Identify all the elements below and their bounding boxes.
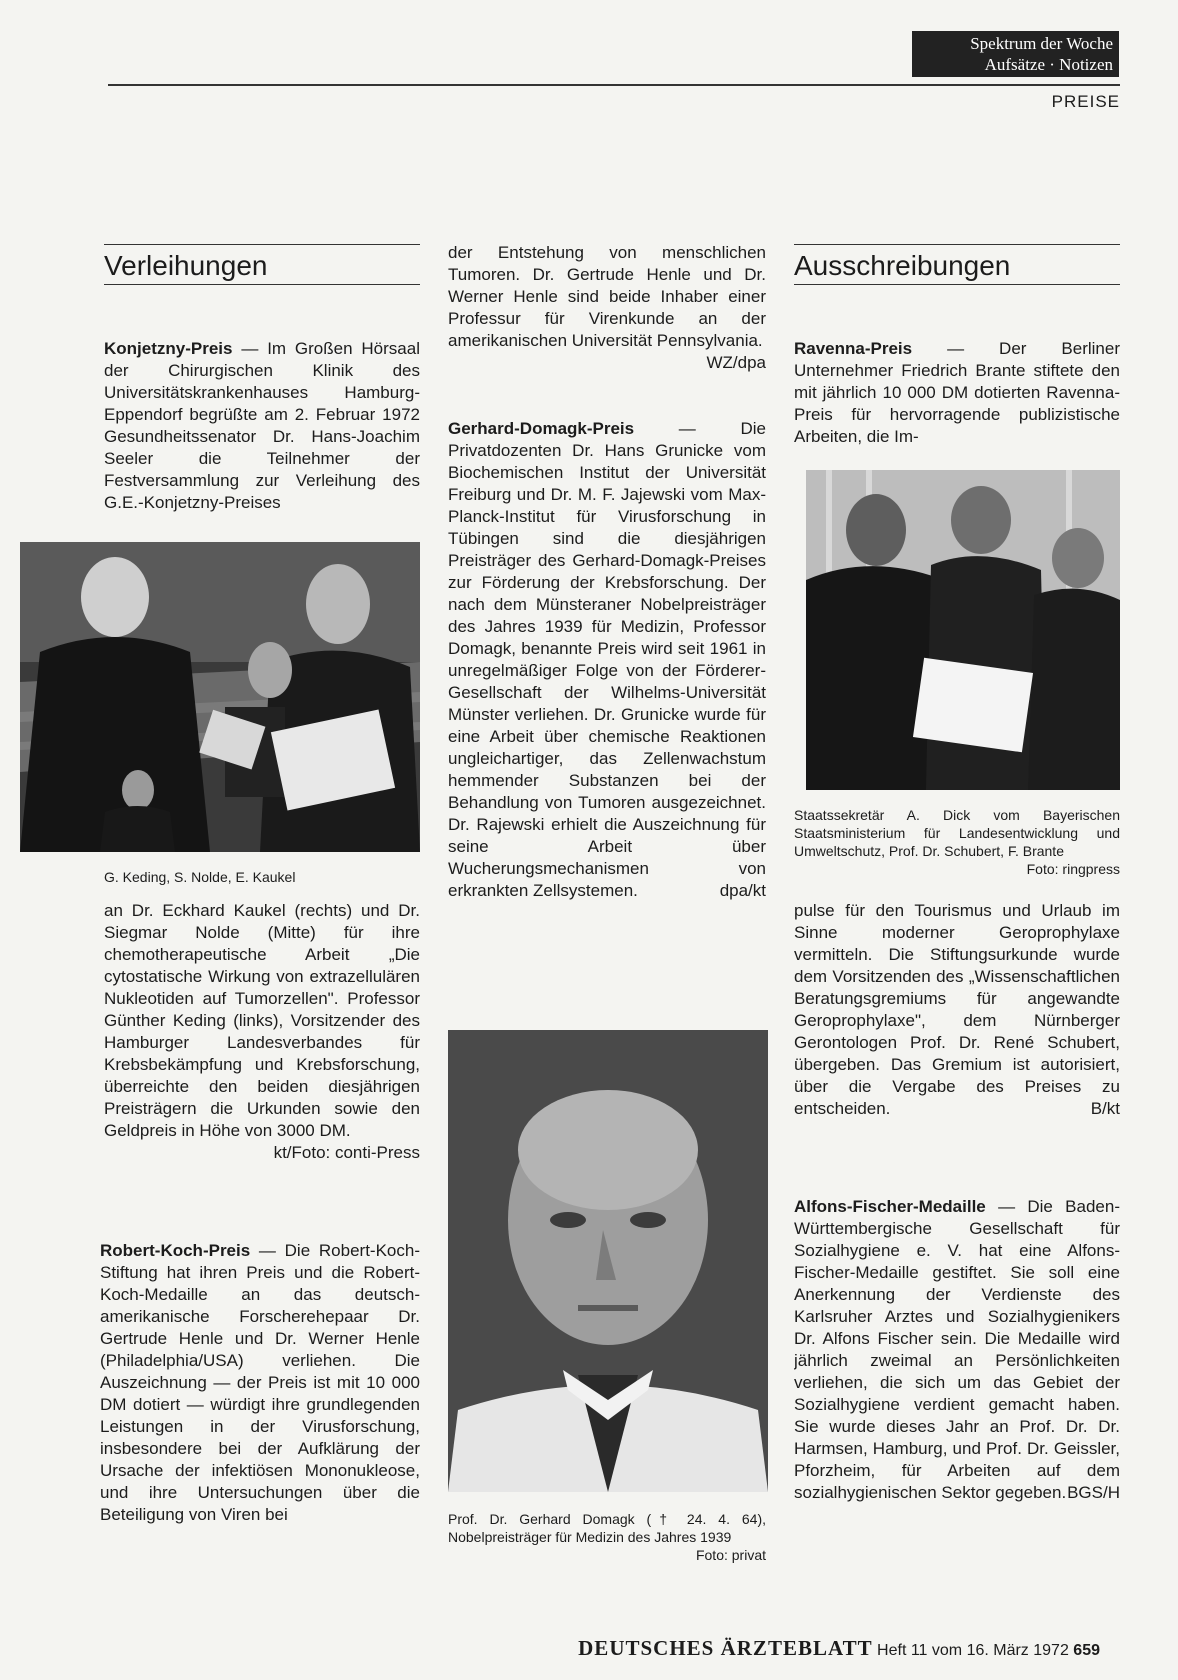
footer-issue: Heft 11 vom 16. März 1972 <box>877 1642 1069 1659</box>
footer-page-number: 659 <box>1073 1642 1100 1659</box>
ravenna-title: Ravenna-Preis <box>794 339 913 358</box>
heading-ausschreibungen: Ausschreibungen <box>794 250 1011 281</box>
konjetzny-credit: kt/Foto: conti-Press <box>273 1143 420 1162</box>
photo-caption-domagk <box>448 1510 766 1564</box>
ravenna-text-1: — Der Berliner Unternehmer Friedrich Brante stiftete den mit jährlich 10 000 DM dotierten Ravenna-Preis für hervorragende publizistische Arbeiten, die Im- <box>794 339 1120 446</box>
tag-line-1: Spektrum der Woche <box>970 34 1113 53</box>
fischer-text: — Die Baden-Württembergische Gesellschaft für Sozialhygiene e. V. hat eine Alfons-Fischer-Medaille gestiftet. Sie soll eine Anerkennung der Verdienste des Karlsruher Arztes und Sozialhygienikers Dr. Alfons Fischer sein. Die Medaille wird jährlich zweimal an Persönlichkeiten verliehen, die sich um das Gebiet der Sozialhygiene verdient gemacht haben. Sie wurde dieses Jahr an Prof. Dr. Dr. Harmsen, Hamburg, und Prof. Dr. Geissler, Pforzheim, für Arbeiten auf dem sozialhygienischen Sektor gegeben. <box>794 1197 1120 1502</box>
koch-title: Robert-Koch-Preis <box>100 1241 251 1260</box>
header-rule <box>108 84 1120 86</box>
domagk-text: — Die Privatdozenten Dr. Hans Grunicke vom Biochemischen Institut der Universität Freiburg und Dr. M. F. Jajewski vom Max-Planck-Institut für Virusforschung in Tübingen sind die diesjährigen Preisträger des Gerhard-Domagk-Preises zur Förderung der Krebsforschung. Der nach dem Münsteraner Nobelpreisträger des Jahres 1939 für Medizin, Professor Domagk, benannte Preis wird seit 1961 in unregelmäßiger Folge von der Förderer-Gesellschaft der Wilhelms-Universität Münster verliehen. Dr. Grunicke wurde für eine Arbeit über chemische Reaktionen ungleichartiger, das Zellenwachstum hemmender Substanzen bei der Behandlung von Tumoren ausgezeichnet. Dr. Rajewski erhielt die Auszeichnung für seine Arbeit über Wucherungsmechanismen von erkrankten Zellsystemen. <box>448 419 766 900</box>
heading-rule-bottom <box>104 284 420 285</box>
photo-ravenna-group <box>806 470 1120 790</box>
konjetzny-article-cont <box>104 900 420 1190</box>
koch-article-cont <box>448 242 766 374</box>
konjetzny-text-1: — Im Großen Hörsaal der Chirurgischen Klinik des Universitätskrankenhauses Hamburg-Eppendorf begrüßte am 2. Februar 1972 Gesundheitssenator Dr. Hans-Joachim Seeler die Teilnehmer der Festversammlung zur Verleihung des G.E.-Konjetzny-Preises <box>104 339 420 512</box>
konjetzny-title: Konjetzny-Preis <box>104 339 233 358</box>
konjetzny-text-2: an Dr. Eckhard Kaukel (rechts) und Dr. Siegmar Nolde (Mitte) für ihre chemotherapeutische Arbeit „Die cytostatische Wirkung von extrazellulären Nukleotiden auf Tumorzellen". Professor Günther Keding (links), Vorsitzender des Hamburger Landesverbandes für Krebsbekämpfung und Krebsforschung, überreichte den beiden diesjährigen Preisträgern die Urkunden sowie den Geldpreis in Höhe von 3000 DM. <box>104 901 420 1140</box>
photo-award-ceremony <box>20 542 420 852</box>
ravenna-photo-credit: Foto: ringpress <box>1026 861 1120 877</box>
heading-rule-top-2 <box>794 244 1120 245</box>
domagk-credit: dpa/kt <box>719 881 766 900</box>
heading-verleihungen: Verleihungen <box>104 250 268 281</box>
tag-line-2: Aufsätze · Notizen <box>984 55 1113 74</box>
domagk-caption: Prof. Dr. Gerhard Domagk († 24. 4. 64), Nobelpreisträger für Medizin des Jahres 1939 <box>448 1511 766 1545</box>
ravenna-article <box>794 338 1120 450</box>
konjetzny-article <box>104 338 420 516</box>
ravenna-credit: B/kt <box>1090 1099 1120 1118</box>
page-footer <box>300 1636 1100 1661</box>
section-tag <box>912 31 1119 77</box>
section-label: PREISE <box>1051 92 1120 111</box>
heading-rule-bottom-2 <box>794 284 1120 285</box>
ravenna-text-2: pulse für den Tourismus und Urlaub im Sinne moderner Geroprophylaxe vermitteln. Die Stiftungsurkunde wurde dem Vorsitzenden des „Wissenschaftlichen Beratungsgremiums für angewandte Geroprophylaxe", dem Nürnberger Gerontologen Prof. Dr. René Schubert, übergeben. Das Gremium ist autorisiert, über die Vergabe des Preises zu entscheiden. <box>794 901 1120 1118</box>
domagk-article <box>448 418 766 974</box>
photo-caption-ravenna <box>794 806 1120 878</box>
fischer-credit: BGS/H <box>1067 1483 1120 1502</box>
photo-portrait-domagk <box>448 1030 768 1492</box>
koch-article <box>100 1240 420 1652</box>
domagk-title: Gerhard-Domagk-Preis <box>448 419 635 438</box>
koch-cont-text: der Entstehung von menschlichen Tumoren. Dr. Gertrude Henle und Dr. Werner Henle sind beide Inhaber einer Professur für Virenkunde an der amerikanischen Universität Pennsylvania. <box>448 243 766 350</box>
domagk-photo-credit: Foto: privat <box>695 1547 766 1563</box>
fischer-title: Alfons-Fischer-Medaille <box>794 1197 986 1216</box>
koch-credit: WZ/dpa <box>706 353 766 372</box>
photo-caption-1: G. Keding, S. Nolde, E. Kaukel <box>104 869 296 885</box>
fischer-article <box>794 1196 1120 1654</box>
heading-rule-top <box>104 244 420 245</box>
footer-brand: DEUTSCHES ÄRZTEBLATT <box>578 1636 873 1660</box>
ravenna-article-cont <box>794 900 1120 1150</box>
ravenna-caption: Staatssekretär A. Dick vom Bayerischen Staatsministerium für Landesentwicklung und Umweltschutz, Prof. Dr. Schubert, F. Brante <box>794 807 1120 859</box>
koch-text: — Die Robert-Koch-Stiftung hat ihren Preis und die Robert-Koch-Medaille an das deutsch-amerikanische Forscherehepaar Dr. Gertrude Henle und Dr. Werner Henle (Philadelphia/USA) verliehen. Die Auszeichnung — der Preis ist mit 10 000 DM dotiert — würdigt ihre grundlegenden Leistungen in der Virusforschung, insbesondere bei der Aufklärung der Ursache der infektiösen Mononukleose, und ihre Untersuchungen über die Beteiligung von Viren bei <box>100 1241 420 1524</box>
